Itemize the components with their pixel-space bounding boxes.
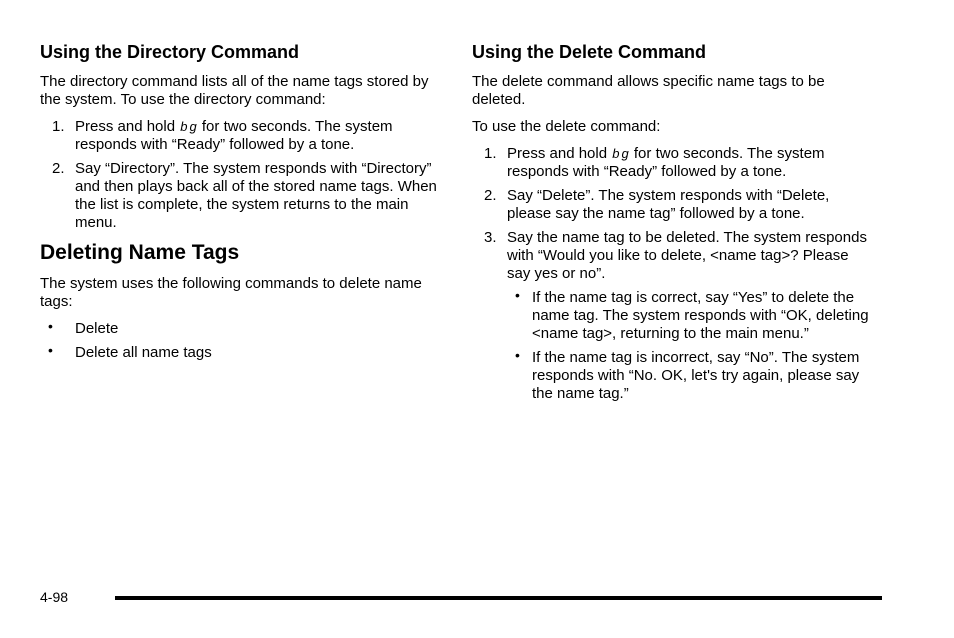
bullet-icon: • — [48, 318, 53, 334]
list-item: 1. Press and hold b g for two seconds. The system responds with “Ready” followed by a tone. — [52, 118, 393, 153]
left-column — [40, 40, 440, 368]
delete-command-heading: Using the Delete Command — [472, 42, 707, 62]
delete-commands-list — [40, 320, 440, 362]
phone-icon: b — [180, 119, 188, 134]
list-item: • If the name tag is correct, say “Yes” to delete the name tag. The system responds with “OK, deleting <name tag>, returning to the main menu.” — [515, 287, 869, 342]
to-use-delete: To use the delete command: — [472, 118, 661, 135]
delete-intro: The delete command allows specific name tags to be deleted. — [472, 73, 825, 108]
page-number: 4-98 — [40, 589, 69, 605]
deleting-intro: The system uses the following commands to delete name tags: — [40, 275, 422, 310]
bullet-icon: • — [515, 287, 520, 303]
bullet-icon: • — [515, 347, 520, 363]
voice-icon: g — [621, 146, 629, 161]
directory-command-heading: Using the Directory Command — [40, 42, 300, 62]
list-item: 3. Say the name tag to be deleted. The system responds with “Would you like to delete, <name tag>? Please say yes or no”. • If the name tag is correct, say “Yes” to delete the name tag. The system responds with “OK, deleting <name tag>, returning to the main menu.” • If the name tag is incorrect, say “No”. The system responds with “No. OK, let's try again, please say the name tag.” — [472, 229, 872, 403]
bullet-icon: • — [48, 342, 53, 358]
confirmation-bullets — [507, 289, 872, 403]
list-item: 2. Say “Directory”. The system responds with “Directory” and then plays back all of the stored name tags. When the list is complete, the system returns to the main menu. — [52, 160, 437, 231]
list-item: 1. Press and hold b g for two seconds. The system responds with “Ready” followed by a tone. — [484, 145, 825, 180]
list-item: • If the name tag is incorrect, say “No”. The system responds with “No. OK, let's try again, please say the name tag.” — [515, 347, 860, 402]
phone-icon: b — [612, 146, 620, 161]
directory-steps — [40, 118, 440, 232]
delete-steps — [472, 145, 872, 403]
deleting-name-tags-heading: Deleting Name Tags — [40, 241, 240, 264]
list-item: • Delete — [48, 318, 119, 337]
voice-icon: g — [189, 119, 197, 134]
directory-intro: The directory command lists all of the name tags stored by the system. To use the directory command: — [40, 73, 429, 108]
list-item: • Delete all name tags — [48, 342, 212, 361]
right-column — [472, 40, 872, 409]
footer-rule — [115, 596, 882, 600]
list-item: 2. Say “Delete”. The system responds with “Delete, please say the name tag” followed by a tone. — [484, 187, 830, 222]
